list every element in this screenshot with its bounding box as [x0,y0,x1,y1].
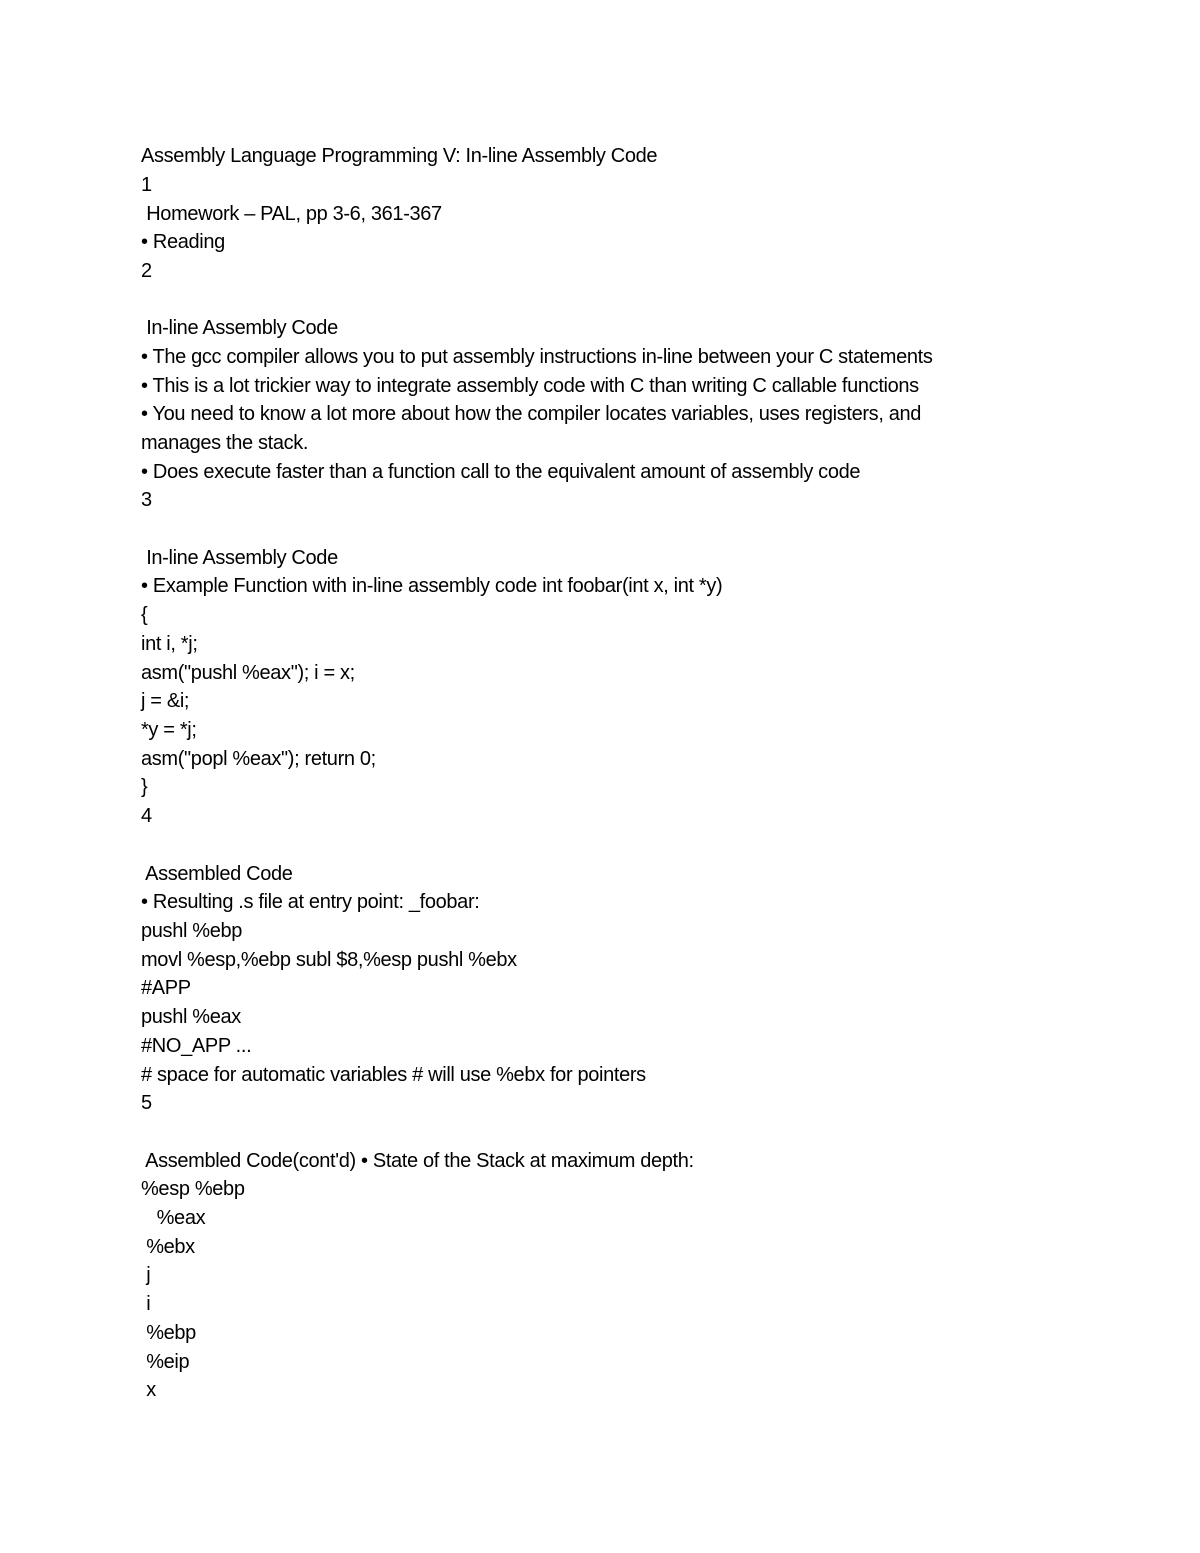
section-heading: Assembled Code [141,863,293,885]
bullet-line: • Does execute faster than a function call to the equivalent amount of assembly code [141,461,861,483]
code-line: pushl %eax [141,1006,241,1028]
bullet-line: • Resulting .s file at entry point: _foobar: [141,891,480,913]
stack-entry: %ebx [141,1236,195,1258]
text-line: Homework – PAL, pp 3-6, 361-367 [141,203,442,225]
bullet-line: • The gcc compiler allows you to put assembly instructions in-line between your C statements [141,346,933,368]
bullet-line: • Example Function with in-line assembly code int foobar(int x, int *y) [141,575,723,597]
text-line: manages the stack. [141,432,309,454]
slide-number: 1 [141,174,152,196]
code-line: j = &i; [141,690,190,712]
bullet-line: • You need to know a lot more about how the compiler locates variables, uses registers, and [141,403,922,425]
stack-entry: %ebp [141,1322,196,1344]
slide-number: 5 [141,1092,152,1114]
stack-entry: %eax [141,1207,206,1229]
code-line: #NO_APP ... [141,1035,252,1057]
code-line: asm("pushl %eax"); i = x; [141,662,355,684]
code-line: asm("popl %eax"); return 0; [141,748,376,770]
stack-entry: %esp %ebp [141,1178,245,1200]
stack-entry: j [141,1264,151,1286]
code-line: *y = *j; [141,719,197,741]
code-line: # space for automatic variables # will use %ebx for pointers [141,1064,646,1086]
code-line: { [141,604,148,626]
bullet-line: • Reading [141,231,225,253]
slide-number: 4 [141,805,152,827]
section-heading: Assembled Code(cont'd) • State of the Stack at maximum depth: [141,1150,694,1172]
code-line: } [141,776,148,798]
stack-entry: i [141,1293,151,1315]
code-line: movl %esp,%ebp subl $8,%esp pushl %ebx [141,949,517,971]
stack-entry: %eip [141,1351,190,1373]
code-line: pushl %ebp [141,920,243,942]
stack-entry: x [141,1379,156,1401]
section-heading: In-line Assembly Code [141,317,338,339]
document-title: Assembly Language Programming V: In-line Assembly Code [141,145,658,167]
code-line: int i, *j; [141,633,198,655]
code-line: #APP [141,977,191,999]
section-heading: In-line Assembly Code [141,547,338,569]
bullet-line: • This is a lot trickier way to integrate assembly code with C than writing C callable functions [141,375,919,397]
slide-number: 2 [141,260,152,282]
slide-number: 3 [141,489,152,511]
